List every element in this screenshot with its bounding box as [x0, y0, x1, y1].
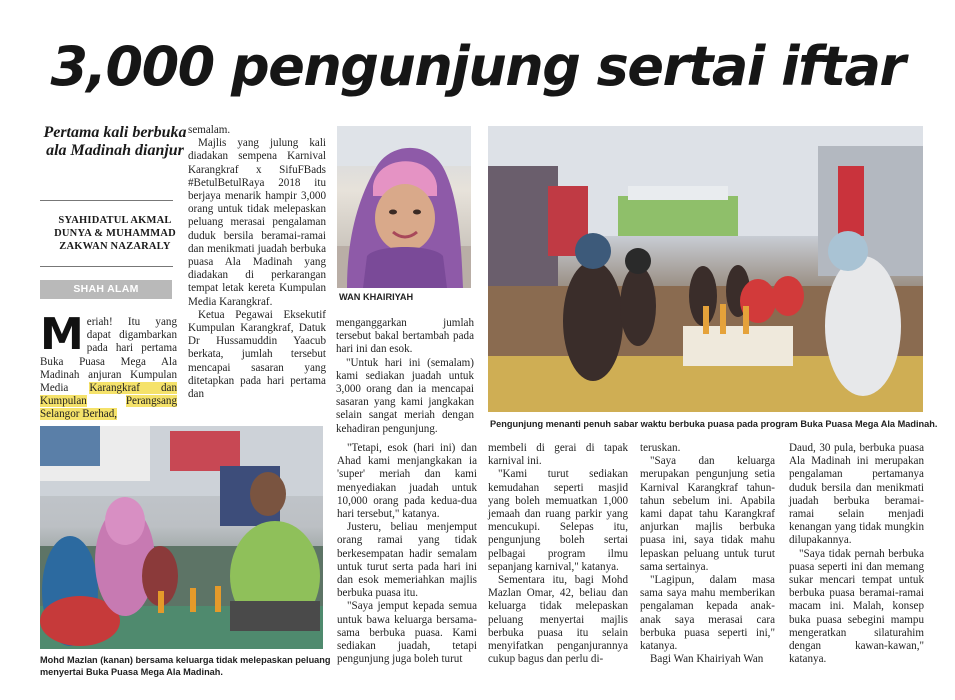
highlighted-text: Karangkraf dan Kumpulan — [40, 382, 177, 408]
paragraph: Majlis yang julung kali diadakan sempena Karnival Karangkraf x SifuFBads #BetulBetulRaya 2018 itu berjaya menarik hampir 3,000 orang untuk tidak melepaskan peluang merasai pengalaman duduk bersila beramai-ramai dan menikmati juadah berbuka puasa Ala Madinah yang diadakan di perkarangan tempat letak kereta Kumpulan Media Karangkraf. — [188, 137, 326, 308]
paragraph: Bagi Wan Khairiyah Wan — [650, 653, 764, 666]
paragraph: Ketua Pegawai Eksekutif Kumpulan Karangkraf, Datuk Dr Hussamuddin Yaacub berkata, jumlah tersebut mencapai sasaran yang ditetapkan pada hari pertama dan — [188, 308, 326, 401]
paragraph: "Saya jemput kepada semua untuk bawa keluarga bersama-sama berbuka puasa. Kami sediakan juadah, tetapi pengunjung juga boleh turut — [337, 600, 477, 666]
portrait-illustration — [337, 126, 471, 288]
article-column — [337, 442, 477, 666]
crowd-photo — [488, 126, 923, 412]
dateline-badge: SHAH ALAM — [40, 280, 172, 299]
paragraph: Justeru, beliau menjemput orang ramai yang tidak berkesempatan hadir semalam untuk turut serta pada hari ini dan esok memeriahkan majlis berbuka puasa itu. — [337, 521, 477, 600]
headline: 3,000 pengunjung sertai iftar — [50, 35, 905, 98]
lead-text: eriah! Itu yang dapat digambarkan pada hari pertama Buka Puasa Mega Ala Madinah anjuran Kumpulan Media — [40, 316, 177, 395]
subheadline: Pertama kali berbuka ala Madinah dianjur — [43, 124, 187, 159]
divider-top — [40, 200, 173, 201]
drop-cap: M — [40, 309, 84, 360]
paragraph: "Saya tidak pernah berbuka puasa seperti ini dan memang sukar mencari tempat untuk berbuka puasa beramai-ramai macam ini. Malah, konsep buka puasa sebegini mampu mengeratkan silaturahim dengan kawan-kawan," katanya. — [789, 547, 924, 666]
paragraph: semalam. — [188, 124, 231, 136]
family-illustration — [40, 426, 323, 649]
photo-caption: WAN KHAIRIYAH — [339, 292, 414, 302]
caption-line: Mohd Mazlan (kanan) bersama keluarga tidak melepaskan peluang — [40, 655, 331, 665]
paragraph: "Untuk hari ini (semalam) kami sediakan juadah untuk 3,000 orang dan ia mencapai sasaran yang kami jangkakan selain sangat meriah dengan kehadiran pengunjung. — [336, 356, 474, 435]
lead-paragraph — [40, 309, 177, 422]
family-photo — [40, 426, 323, 649]
highlighted-text: Perangsang Selangor Berhad, — [40, 395, 177, 421]
paragraph: Daud, 30 pula, berbuka puasa Ala Madinah ini merupakan pengalaman pertamanya duduk bersila dan menikmati juadah berbuka beramai-ramai selain menjadi kenangan yang tidak mungkin dilupakannya. — [789, 442, 924, 547]
byline-line: ZAKWAN NAZARALY — [59, 241, 171, 252]
paragraph: "Kami turut sediakan kemudahan seperti masjid yang boleh memuatkan 1,000 jemaah dan ruang parkir yang mencukupi. Selepas itu, pengunjung boleh sertai pelbagai program ilmu sepanjang karnival," katanya. — [488, 468, 628, 573]
article-column — [188, 124, 326, 401]
byline-line: DUNYA & MUHAMMAD — [54, 228, 176, 239]
paragraph: menganggarkan jumlah tersebut bakal bertambah pada hari ini dan esok. — [336, 317, 474, 356]
paragraph: "Tetapi, esok (hari ini) dan Ahad kami menjangkakan ia 'super' meriah dan kami menyediakan juadah untuk 10,000 orang pada kedua-dua hari tersebut," katanya. — [337, 442, 477, 521]
paragraph: membeli di gerai di tapak karnival ini. — [488, 442, 628, 468]
article-column — [789, 442, 924, 666]
article-column — [336, 317, 474, 436]
paragraph: teruskan. — [640, 442, 681, 454]
photo-caption — [40, 655, 340, 678]
byline-line: SYAHIDATUL AKMAL — [58, 215, 172, 226]
article-column — [640, 442, 775, 666]
paragraph: "Lagipun, dalam masa sama saya mahu memberikan pengalaman kepada anak-anak saya merasai cara berbuka puasa seperti ini," katanya. — [640, 574, 775, 653]
portrait-photo — [337, 126, 471, 288]
caption-line: menyertai Buka Puasa Mega Ala Madinah. — [40, 666, 223, 677]
byline — [40, 214, 190, 253]
divider-bottom — [40, 266, 173, 267]
photo-caption: Pengunjung menanti penuh sabar waktu berbuka puasa pada program Buka Puasa Mega Ala Madinah. — [490, 419, 938, 429]
paragraph: Sementara itu, bagi Mohd Mazlan Omar, 42, beliau dan keluarga tidak melepaskan peluang menyertai majlis berbuka puasa itu selain menyifatkan penganjurannya cukup bagus dan perlu di- — [488, 574, 628, 666]
crowd-illustration — [488, 126, 923, 412]
article-column — [488, 442, 628, 666]
paragraph: "Saya dan keluarga merupakan pengunjung setia Karnival Karangkraf tahun-tahun sebelum ini. Apabila kami dapat tahu Karangkraf anjurkan majlis berbuka puasa ini, saya tidak mahu lepaskan peluang untuk turut sama sertainya. — [640, 455, 775, 573]
